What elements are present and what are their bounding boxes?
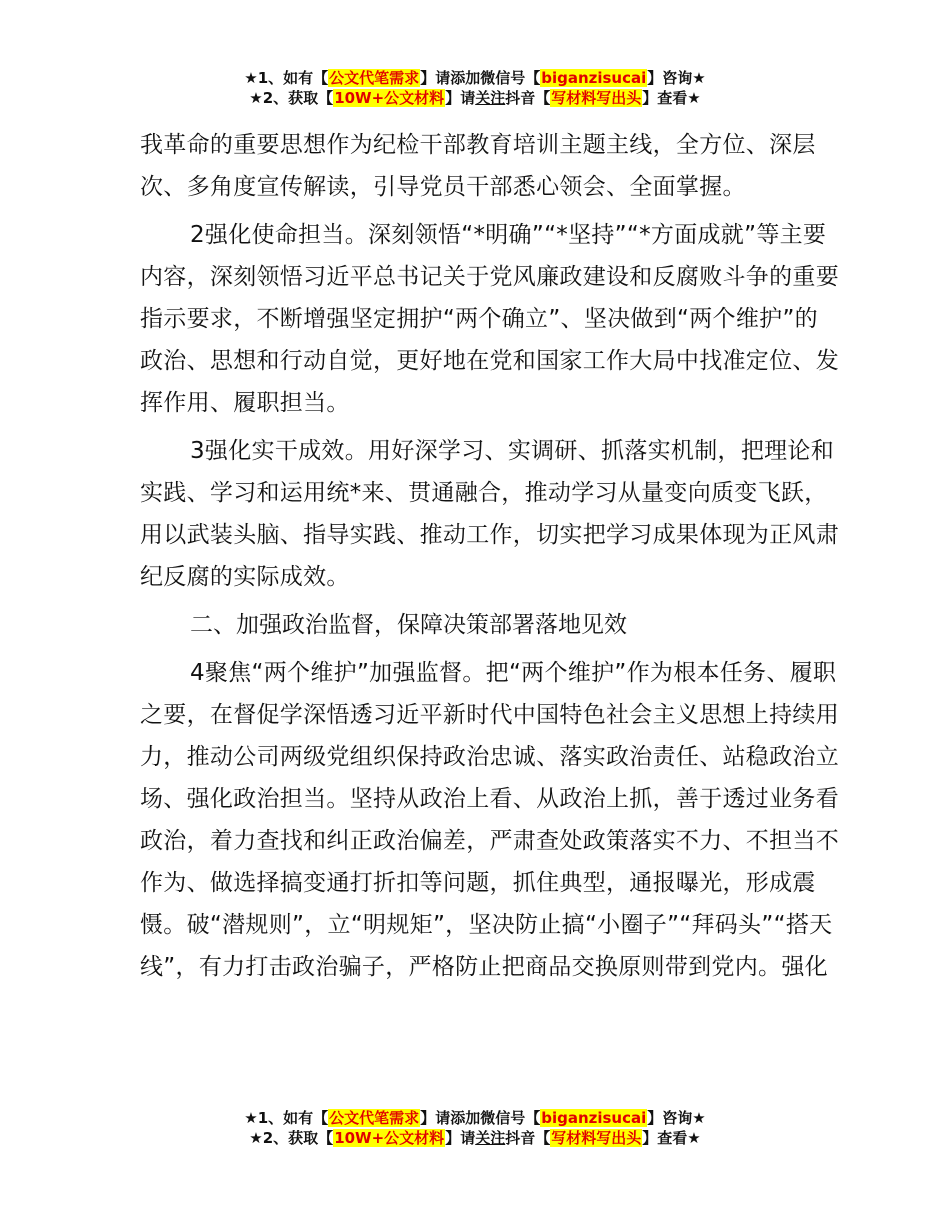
banner-text: 】请添加微信号【	[420, 69, 541, 87]
banner-text: 】请	[445, 1129, 476, 1147]
header-banner-line-1	[0, 68, 950, 88]
banner-text: 】查看★	[642, 89, 701, 107]
header-ad-banner	[0, 68, 950, 108]
banner-text: 抖音【	[505, 1129, 551, 1147]
banner-text: 】请添加微信号【	[420, 1109, 541, 1127]
banner-text: 】咨询★	[647, 69, 706, 87]
paragraph-item-4: 4聚焦“两个维护”加强监督。把“两个维护”作为根本任务、履职之要，在督促学深悟透习近平新时代中国特色社会主义思想上持续用力，推动公司两级党组织保持政治忠诚、落实政治责任、站稳政治立场、强化政治担当。坚持从政治上看、从政治上抓，善于透过业务看政治，着力查找和纠正政治偏差，严肃查处政策落实不力、不担当不作为、做选择搞变通打折扣等问题，抓住典型，通报曝光，形成震慑。破“潜规则”，立“明规矩”，坚决防止搞“小圈子”“拜码头”“搭天线”，有力打击政治骗子，严格防止把商品交换原则带到党内。强化	[140, 660, 839, 980]
paragraph-continuation: 我革命的重要思想作为纪检干部教育培训主题主线，全方位、深层次、多角度宣传解读，引导党员干部悉心领会、全面掌握。	[140, 132, 816, 200]
banner-text: ★2、获取【	[249, 89, 334, 107]
paragraph-item-2: 2强化使命担当。深刻领悟“*明确”“*坚持”“*方面成就”等主要内容，深刻领悟习近平总书记关于党风廉政建设和反腐败斗争的重要指示要求，不断增强坚定拥护“两个确立”、坚决做到“两个维护”的政治、思想和行动自觉，更好地在党和国家工作大局中找准定位、发挥作用、履职担当。	[140, 222, 839, 416]
banner-text: 】查看★	[642, 1129, 701, 1147]
document-body	[140, 124, 840, 994]
highlight-douyin-account: 写材料写出头	[551, 1129, 642, 1147]
section-heading-2: 二、加强政治监督，保障决策部署落地见效	[190, 612, 627, 638]
highlight-ghostwriting: 公文代笔需求	[329, 1109, 420, 1127]
banner-text: ★1、如有【	[244, 69, 329, 87]
banner-text: ★2、获取【	[249, 1129, 334, 1147]
highlight-wechat-id: biganzisucai	[541, 1109, 647, 1127]
highlight-wechat-id: biganzisucai	[541, 69, 647, 87]
footer-ad-banner	[0, 1108, 950, 1148]
banner-text: ★1、如有【	[244, 1109, 329, 1127]
underlined-follow: 关注	[475, 89, 506, 107]
banner-text: 】咨询★	[647, 1109, 706, 1127]
highlight-ghostwriting: 公文代笔需求	[329, 69, 420, 87]
banner-text: 抖音【	[505, 89, 551, 107]
banner-text: 】请	[445, 89, 476, 107]
underlined-follow: 关注	[475, 1129, 506, 1147]
footer-banner-line-1	[0, 1108, 950, 1128]
highlight-douyin-account: 写材料写出头	[551, 89, 642, 107]
footer-banner-line-2	[0, 1128, 950, 1148]
header-banner-line-2	[0, 88, 950, 108]
highlight-materials: 10W+公文材料	[334, 1129, 445, 1147]
highlight-materials: 10W+公文材料	[334, 89, 445, 107]
paragraph-item-3: 3强化实干成效。用好深学习、实调研、抓落实机制，把理论和实践、学习和运用统*来、贯通融合，推动学习从量变向质变飞跃，用以武装头脑、指导实践、推动工作，切实把学习成果体现为正风肃纪反腐的实际成效。	[140, 438, 839, 590]
